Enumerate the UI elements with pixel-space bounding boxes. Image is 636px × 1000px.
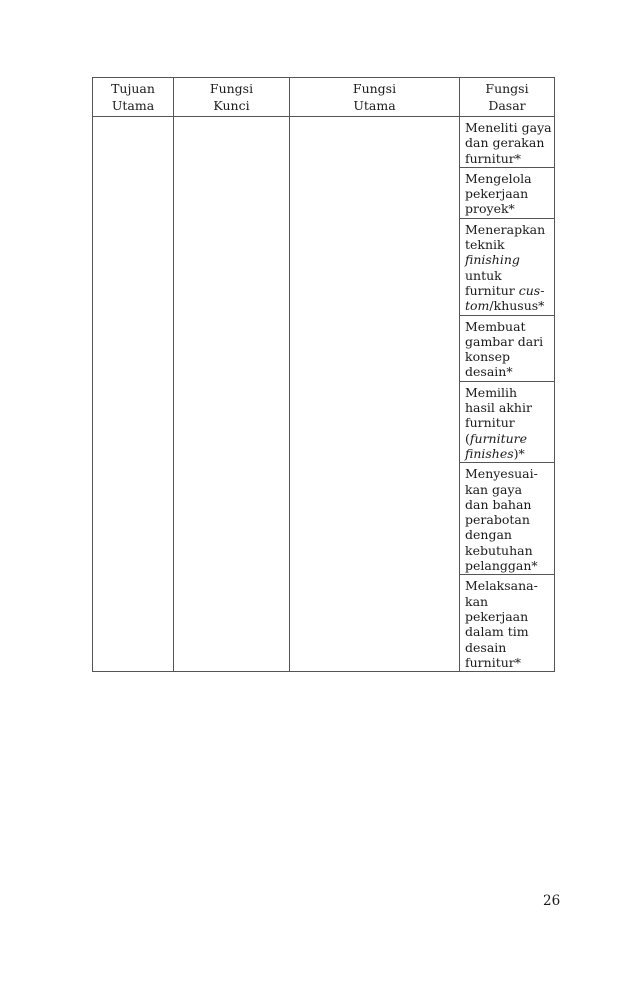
cell-line: furnitur* (465, 150, 521, 166)
header-fungsi-utama (290, 78, 460, 117)
table-header-row (93, 78, 555, 117)
tujuan-utama-cell (93, 117, 174, 672)
cell-line: tom/khusus* (465, 298, 545, 314)
cell-line: proyek* (465, 201, 515, 217)
fungsi-dasar-cell (460, 117, 555, 168)
cell-line: Memilih (465, 384, 518, 400)
header-fungsi-dasar (460, 78, 555, 117)
fungsi-utama-cell (290, 117, 460, 672)
cell-line: teknik (465, 237, 505, 253)
cell-line: (furniture (465, 430, 528, 446)
cell-line: Menyesuai- (465, 466, 538, 482)
header-line: Kunci (213, 98, 250, 113)
fungsi-dasar-cell (460, 218, 555, 315)
cell-line: dan gerakan (465, 135, 545, 151)
header-line: Fungsi (485, 81, 529, 96)
fungsi-dasar-cell (460, 381, 555, 462)
header-line: Fungsi (209, 81, 254, 96)
header-line: Utama (353, 98, 396, 113)
cell-line: hasil akhir (465, 400, 532, 416)
cell-line: Meneliti gaya (465, 120, 552, 135)
cell-line: pekerjaan (465, 608, 529, 624)
cell-line: furnitur (465, 415, 515, 431)
cell-line: finishing (465, 252, 520, 268)
fungsi-dasar-cell (460, 575, 555, 672)
fungsi-kunci-cell (174, 117, 290, 672)
header-line: Utama (111, 98, 155, 113)
cell-line: gambar dari (465, 333, 544, 349)
cell-line: Menerapkan (465, 221, 546, 237)
cell-line: perabotan (465, 512, 530, 528)
cell-line: pelanggan* (465, 558, 538, 574)
cell-line: Mengelola (465, 170, 532, 186)
cell-line: furnitur cus- (465, 282, 545, 298)
cell-line: kan gaya (465, 481, 523, 497)
cell-line: dan bahan (465, 496, 532, 512)
cell-line: pekerjaan (465, 186, 529, 202)
header-line: Tujuan (111, 81, 155, 96)
cell-line: desain (465, 639, 507, 655)
cell-line: dalam tim (465, 624, 529, 640)
cell-line: untuk (465, 267, 502, 283)
fungsi-dasar-cell (460, 167, 555, 218)
cell-line: Melaksana- (465, 578, 538, 594)
cell-line: konsep (465, 349, 510, 365)
page-number: 26 (543, 893, 561, 909)
table-row (93, 117, 555, 168)
header-line: Dasar (488, 98, 526, 113)
header-line: Fungsi (352, 81, 397, 96)
fungsi-dasar-cell (460, 315, 555, 381)
fungsi-dasar-cell (460, 463, 555, 575)
cell-line: Membuat (465, 318, 526, 334)
cell-line: kan (465, 593, 489, 609)
cell-line: finishes)* (465, 445, 525, 461)
cell-line: desain* (465, 364, 513, 380)
cell-line: dengan (465, 527, 512, 543)
competency-function-table (92, 77, 555, 672)
header-tujuan-utama (93, 78, 174, 117)
cell-line: kebutuhan (465, 542, 533, 558)
header-fungsi-kunci (174, 78, 290, 117)
cell-line: furnitur* (465, 654, 521, 670)
